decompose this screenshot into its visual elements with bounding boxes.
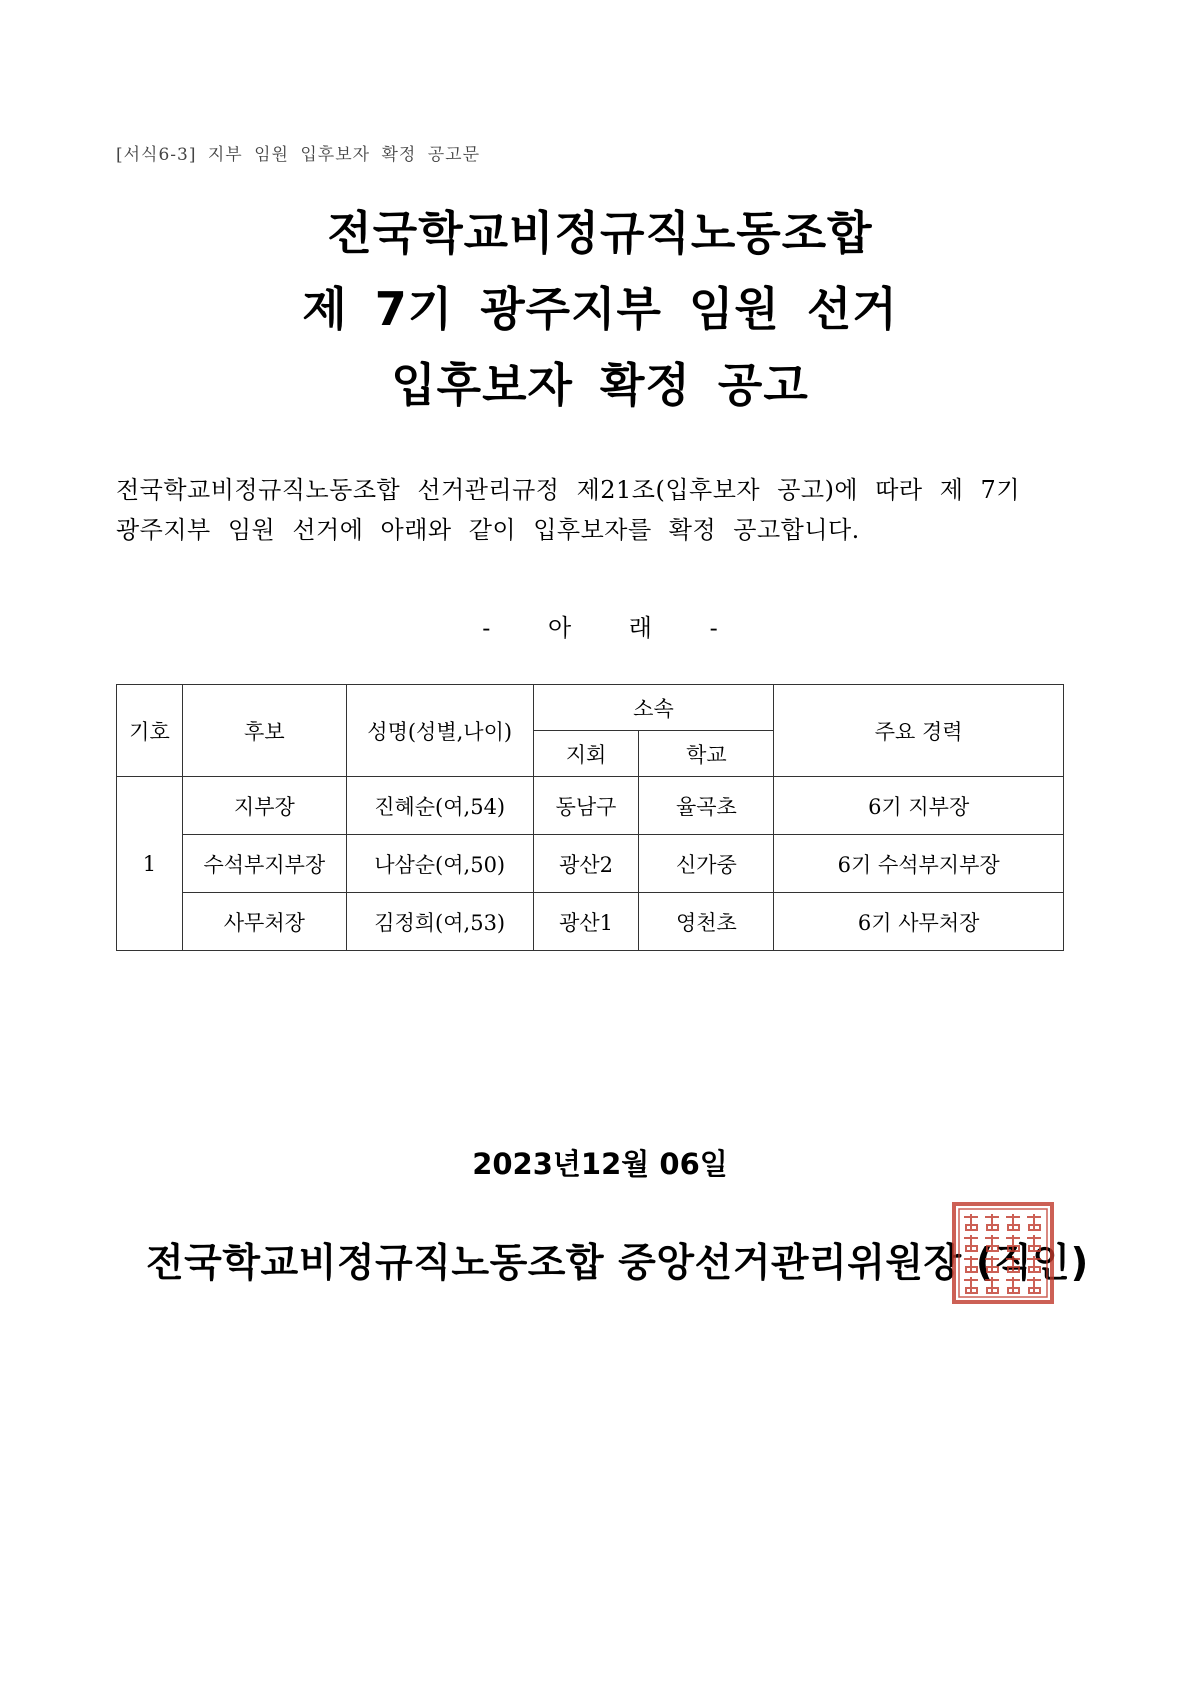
header-branch: 지회 [533, 731, 639, 777]
cell-name: 진혜순(여,54) [346, 777, 533, 835]
cell-career: 6기 사무처장 [774, 893, 1064, 951]
cell-career: 6기 수석부지부장 [774, 835, 1064, 893]
cell-name: 나삼순(여,50) [346, 835, 533, 893]
header-career: 주요 경력 [774, 685, 1064, 777]
cell-position: 지부장 [182, 777, 346, 835]
cell-name: 김정희(여,53) [346, 893, 533, 951]
title-line-3: 입후보자 확정 공고 [391, 358, 809, 412]
announcement-date: 2023년12월 06일 [472, 1147, 728, 1181]
cell-school: 영천초 [639, 893, 774, 951]
table-row [117, 835, 1064, 893]
announcement-body [116, 470, 1096, 550]
cell-career: 6기 지부장 [774, 777, 1064, 835]
header-affiliation: 소속 [533, 685, 774, 731]
section-marker: - 아 래 - [482, 614, 718, 642]
table-row [117, 777, 1064, 835]
body-line-1: 전국학교비정규직노동조합 선거관리규정 제21조(입후보자 공고)에 따라 제 7기 [116, 476, 1021, 504]
cell-branch: 동남구 [533, 777, 639, 835]
official-seal-stamp [950, 1200, 1056, 1306]
cell-school: 신가중 [639, 835, 774, 893]
table-header-row [117, 685, 1064, 731]
cell-school: 율곡초 [639, 777, 774, 835]
header-school: 학교 [639, 731, 774, 777]
header-number: 기호 [117, 685, 183, 777]
title-line-2: 제 7기 광주지부 임원 선거 [302, 282, 898, 336]
table-row [117, 893, 1064, 951]
cell-position: 수석부지부장 [182, 835, 346, 893]
header-name: 성명(성별,나이) [346, 685, 533, 777]
cell-number: 1 [117, 777, 183, 951]
cell-branch: 광산1 [533, 893, 639, 951]
cell-position: 사무처장 [182, 893, 346, 951]
body-line-2: 광주지부 임원 선거에 아래와 같이 입후보자를 확정 공고합니다. [116, 516, 860, 544]
title-line-1: 전국학교비정규직노동조합 [327, 206, 873, 260]
candidate-table [116, 684, 1064, 951]
document-title [0, 195, 1200, 423]
form-label: [서식6-3] 지부 임원 입후보자 확정 공고문 [116, 145, 480, 165]
header-position: 후보 [182, 685, 346, 777]
issuer-line: 전국학교비정규직노동조합 중앙선거관리위원장 (직인) [146, 1241, 1089, 1286]
cell-branch: 광산2 [533, 835, 639, 893]
